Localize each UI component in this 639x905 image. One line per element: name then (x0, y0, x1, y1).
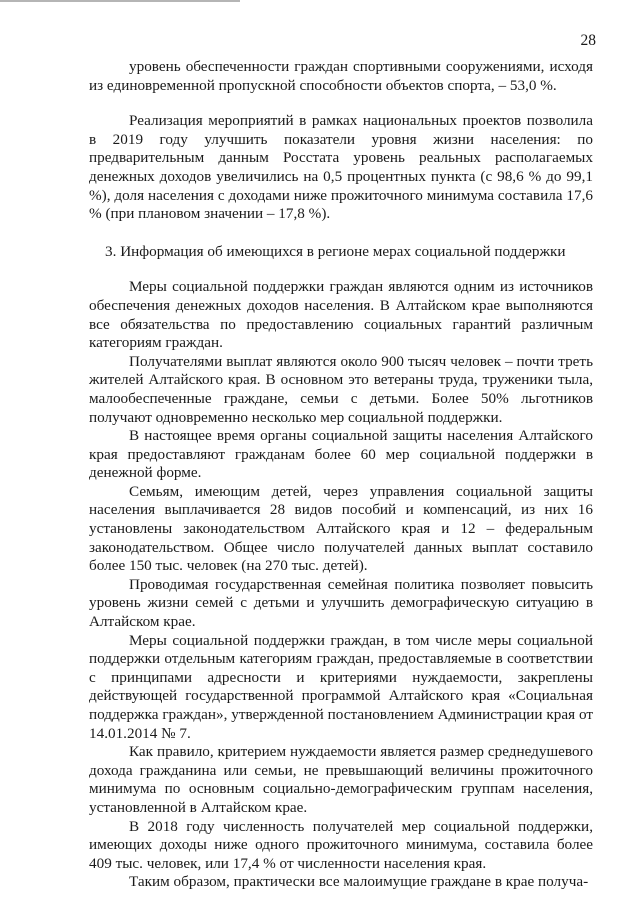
paragraph: Как правило, критерием нуждаемости является размер среднедушевого дохода гражданина или семьи, не превышающий величины прожиточного минимума по основным социально-демографическим группам населения, установленной в Алтайском крае. (89, 743, 593, 816)
paragraph: Меры социальной поддержки граждан, в том числе меры социальной поддержки отдельным категориям граждан, предоставляемые в соответствии с принципами адресности и критериями нуждаемости, закреплены действующей государственной программой Алтайского края «Социальная поддержка граждан», утвержденной постановлением Администрации края от 14.01.2014 № 7. (89, 631, 593, 742)
paragraph: Меры социальной поддержки граждан являются одним из источников обеспечения денежных доходов населения. В Алтайском крае выполняются все обязательства по предоставлению социальных гарантий различным категориям граждан. (89, 278, 593, 352)
paragraph: Семьям, имеющим детей, через управления социальной защиты населения выплачивается 28 видов пособий и компенсаций, из них 16 установлены законодательством Алтайского края и 12 – федеральным законодательством. Общее число получателей данных выплат составило более 150 тыс. человек (на 270 тыс. детей). (89, 482, 593, 575)
paragraph: В настоящее время органы социальной защиты населения Алтайского края предоставляют гражданам более 60 мер социальной поддержки в денежной форме. (89, 427, 593, 482)
paragraph: уровень обеспеченности граждан спортивными сооружениями, исходя из единовременной пропускной способности объектов спорта, – 53,0 %. (89, 58, 593, 94)
paragraph: Реализация мероприятий в рамках национальных проектов позволила в 2019 году улучшить показатели уровня жизни населения: по предварительным данным Росстата уровень реальных располагаемых денежных доходов увеличились на 0,5 процентных пункта (с 98,6 % до 99,1 %), доля населения с доходами ниже прожиточного минимума составила 17,6 % (при плановом значении – 17,8 %). (89, 112, 593, 223)
section-heading: 3. Информация об имеющихся в регионе мерах социальной поддержки (105, 242, 566, 260)
paragraph: Получателями выплат являются около 900 тысяч человек – почти треть жителей Алтайского края. В основном это ветераны труда, труженики тыла, малообеспеченные граждане, семьи с детьми. Более 50% льготников получают одновременно несколько мер социальной поддержки. (89, 352, 593, 426)
top-divider (0, 0, 240, 2)
paragraph: Таким образом, практически все малоимущие граждане в крае получа- (129, 873, 589, 891)
page-number: 28 (580, 32, 596, 49)
paragraph: В 2018 году численность получателей мер социальной поддержки, имеющих доходы ниже одного прожиточного минимума, составила более 409 тыс. человек, или 17,4 % от численности населения края. (89, 817, 593, 872)
paragraph: Проводимая государственная семейная политика позволяет повысить уровень жизни семей с детьми и улучшить демографическую ситуацию в Алтайском крае. (89, 575, 593, 631)
document-body (89, 58, 593, 892)
